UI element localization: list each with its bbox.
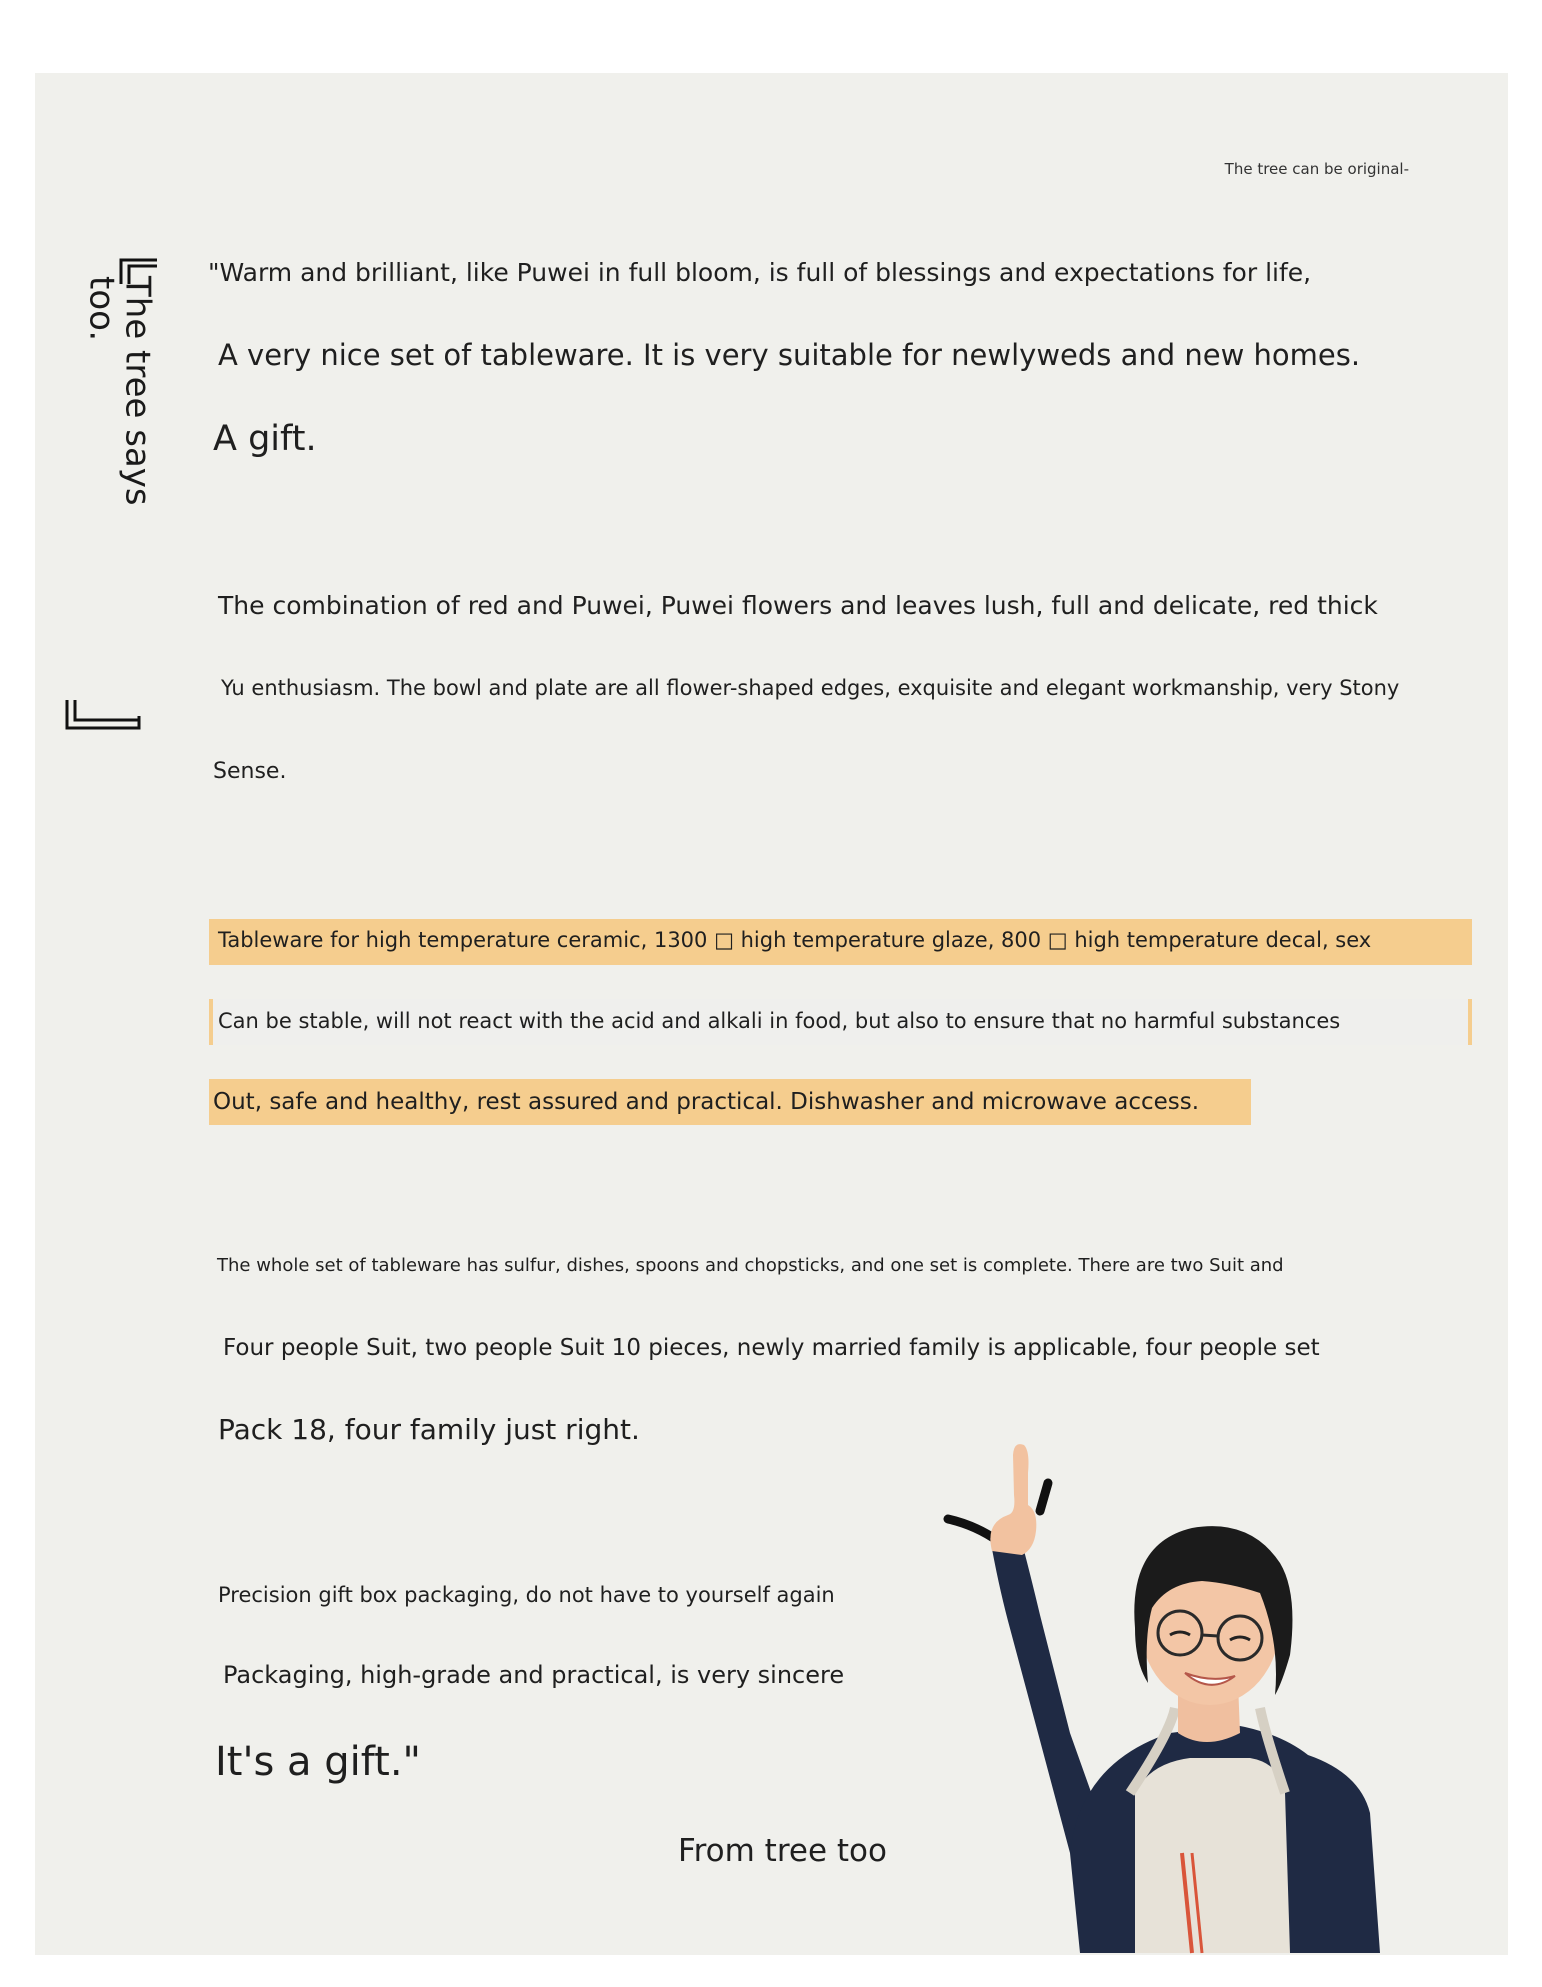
paragraph-3-line-3: Out, safe and healthy, rest assured and practical. Dishwasher and microwave access. [213,1089,1200,1115]
side-title-block [65,258,195,598]
paragraph-4-line-2: Four people Suit, two people Suit 10 pieces, newly married family is applicable, four people set [223,1335,1320,1361]
paragraph-2-line-1: The combination of red and Puwei, Puwei flowers and leaves lush, full and delicate, red thick [218,591,1378,620]
paragraph-5-line-1: Precision gift box packaging, do not have to yourself again [218,1583,835,1607]
side-title: The tree says too. [81,276,158,506]
paragraph-3-line-2: Can be stable, will not react with the acid and alkali in food, but also to ensure that no harmful substances [218,1009,1341,1033]
paragraph-2-line-3: Sense. [213,759,287,784]
paragraph-4-line-1: The whole set of tableware has sulfur, dishes, spoons and chopsticks, and one set is complete. There are two Suit and [217,1255,1284,1276]
paragraph-1-line-3: A gift. [213,419,317,459]
person-pointing-up-illustration-icon [930,1433,1450,1955]
paragraph-4-line-3: Pack 18, four family just right. [218,1413,640,1446]
paragraph-5-line-3: It's a gift." [215,1739,421,1785]
paragraph-5-line-2: Packaging, high-grade and practical, is very sincere [223,1661,845,1689]
paragraph-1-line-2: A very nice set of tableware. It is very suitable for newlyweds and new homes. [218,338,1361,372]
paragraph-2-line-2: Yu enthusiasm. The bowl and plate are all flower-shaped edges, exquisite and elegant workmanship, very Stony [221,676,1400,700]
paragraph-3-line-1: Tableware for high temperature ceramic, 1300 □ high temperature glaze, 800 □ high temperature decal, sex [218,928,1372,952]
paragraph-1-line-1: "Warm and brilliant, like Puwei in full bloom, is full of blessings and expectations for life, [208,258,1312,287]
content-panel [35,73,1508,1955]
signature: From tree too [678,1833,887,1869]
byline: The tree can be original- [1224,160,1409,178]
bracket-close-icon [65,698,141,730]
